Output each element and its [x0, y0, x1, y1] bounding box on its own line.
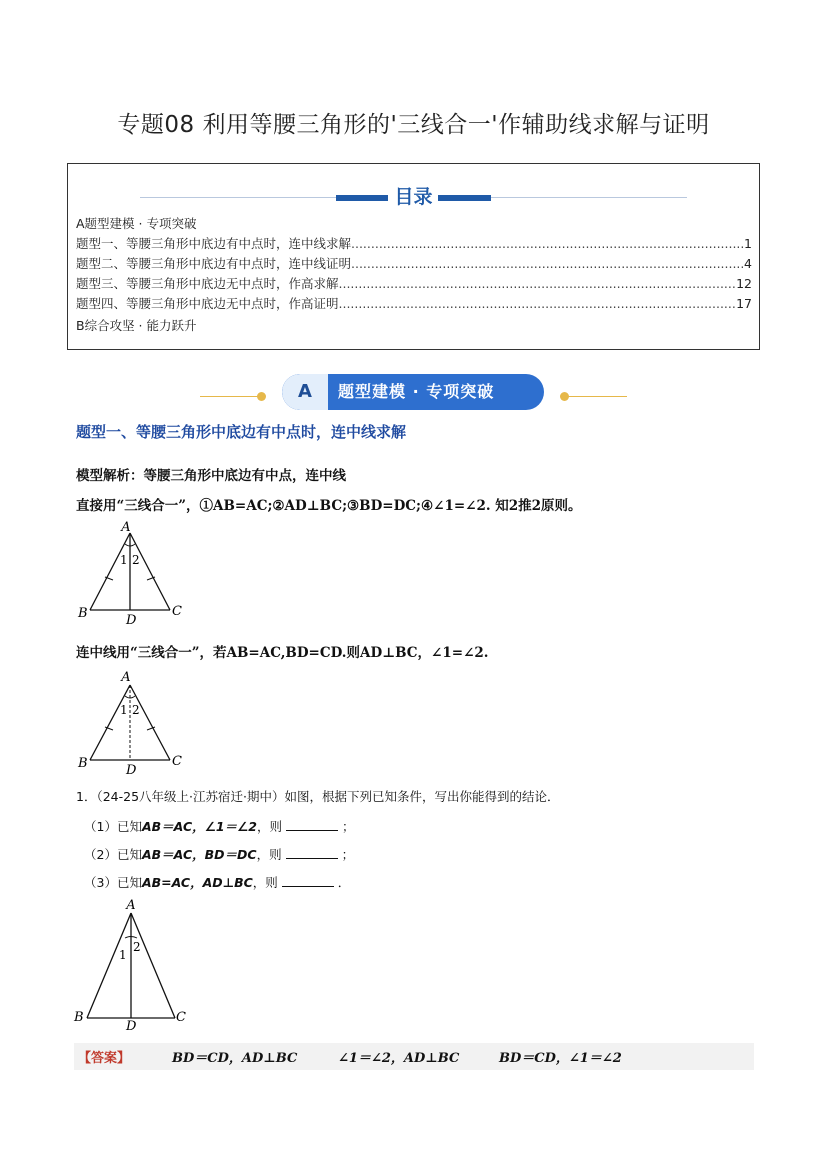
- part-end: ；: [341, 847, 355, 862]
- vertex-label-c: C: [172, 604, 182, 619]
- part-prefix: （1）已知: [84, 819, 142, 834]
- vertex-label-a: A: [121, 520, 131, 535]
- toc-item-3[interactable]: [76, 275, 752, 293]
- toc-leader-dots: [339, 295, 737, 313]
- answer-3: BD＝CD，∠1＝∠2: [499, 1051, 622, 1066]
- toc-section-b-label: B综合攻坚 · 能力跃升: [76, 318, 197, 333]
- toc-leader-dots: [351, 255, 744, 273]
- vertex-label-a: A: [126, 898, 136, 913]
- angle-label-2: 2: [133, 940, 141, 954]
- answer-label: 【答案】: [78, 1051, 131, 1066]
- connect-rule: 连中线用“三线合一”，若AB=AC,BD=CD.则AD⊥BC，∠1=∠2.: [76, 645, 489, 661]
- part-end: ；: [341, 819, 355, 834]
- banner-deco-dot-left: [257, 392, 266, 401]
- part-suffix: ，则: [252, 875, 278, 890]
- question-part-1: [84, 817, 354, 835]
- toc-item-label: 题型四、等腰三角形中底边无中点时，作高证明: [76, 296, 339, 311]
- answer-2: ∠1＝∠2，AD⊥BC: [338, 1051, 460, 1066]
- angle-label-1: 1: [120, 553, 128, 567]
- toc-section-a-label: A题型建模 · 专项突破: [76, 216, 197, 231]
- direct-rule: 直接用“三线合一”，①AB=AC;②AD⊥BC;③BD=DC;④∠1=∠2. 知2推2原则。: [76, 498, 582, 514]
- vertex-label-b: B: [74, 1010, 84, 1025]
- vertex-label-a: A: [121, 670, 131, 685]
- toc-item-page: 4: [744, 256, 752, 271]
- part-given: AB＝AC，BD＝DC: [141, 847, 257, 862]
- part-prefix: （3）已知: [84, 875, 142, 890]
- part-prefix: （2）已知: [84, 847, 142, 862]
- angle-label-1: 1: [119, 948, 127, 962]
- toc-leader-dots: [339, 275, 737, 293]
- triangle-figure-2: [74, 668, 194, 778]
- vertex-label-b: B: [78, 756, 88, 771]
- toc-item-page: 12: [736, 276, 752, 291]
- vertex-label-d: D: [126, 613, 137, 625]
- vertex-label-d: D: [126, 1019, 137, 1034]
- banner-text: 题型建模 · 专项突破: [338, 382, 495, 401]
- toc-item-page: 17: [736, 296, 752, 311]
- banner-letter: A: [282, 374, 328, 410]
- question-part-2: [84, 845, 354, 863]
- vertex-label-c: C: [176, 1010, 186, 1025]
- toc-section-b[interactable]: [76, 317, 752, 335]
- section-banner: [282, 374, 544, 410]
- toc-item-2[interactable]: [76, 255, 752, 273]
- angle-label-2: 2: [132, 553, 140, 567]
- part-end: ．: [337, 875, 351, 890]
- vertex-label-d: D: [126, 763, 137, 778]
- toc-item-label: 题型三、等腰三角形中底边无中点时，作高求解: [76, 276, 339, 291]
- part-suffix: ，则: [256, 847, 282, 862]
- answer-1: BD＝CD，AD⊥BC: [172, 1051, 298, 1066]
- angle-label-1: 1: [120, 703, 128, 717]
- triangle-figure-3: [70, 895, 200, 1035]
- toc-item-4[interactable]: [76, 295, 752, 313]
- part-suffix: ，则: [256, 819, 282, 834]
- answer-blank[interactable]: [286, 847, 338, 859]
- toc-heading: 目录: [394, 186, 433, 208]
- section-title: 题型一、等腰三角形中底边有中点时，连中线求解: [76, 423, 407, 441]
- banner-deco-line-left: [200, 396, 260, 397]
- part-given: AB＝AC，∠1＝∠2: [141, 819, 257, 834]
- toc-leader-dots: [351, 235, 744, 253]
- angle-label-2: 2: [132, 703, 140, 717]
- question-part-3: [84, 873, 350, 891]
- answer-blank[interactable]: [286, 819, 338, 831]
- page-title: 专题08 利用等腰三角形的'三线合一'作辅助线求解与证明: [117, 112, 710, 138]
- part-given: AB=AC，AD⊥BC: [141, 875, 253, 890]
- answer-blank[interactable]: [282, 875, 334, 887]
- toc-item-label: 题型一、等腰三角形中底边有中点时，连中线求解: [76, 236, 352, 251]
- toc-item-page: 1: [744, 236, 752, 251]
- model-analysis: 模型解析：等腰三角形中底边有中点，连中线: [76, 468, 346, 484]
- vertex-label-b: B: [78, 606, 88, 621]
- banner-deco-line-right: [567, 396, 627, 397]
- triangle-figure-1: [74, 520, 194, 625]
- toc-item-1[interactable]: [76, 235, 752, 253]
- toc-section-a[interactable]: [76, 215, 752, 233]
- vertex-label-c: C: [172, 754, 182, 769]
- toc-item-label: 题型二、等腰三角形中底边有中点时，连中线证明: [76, 256, 352, 271]
- question-stem: 1．（24-25八年级上·江苏宿迁·期中）如图，根据下列已知条件，写出你能得到的结论．: [76, 789, 560, 804]
